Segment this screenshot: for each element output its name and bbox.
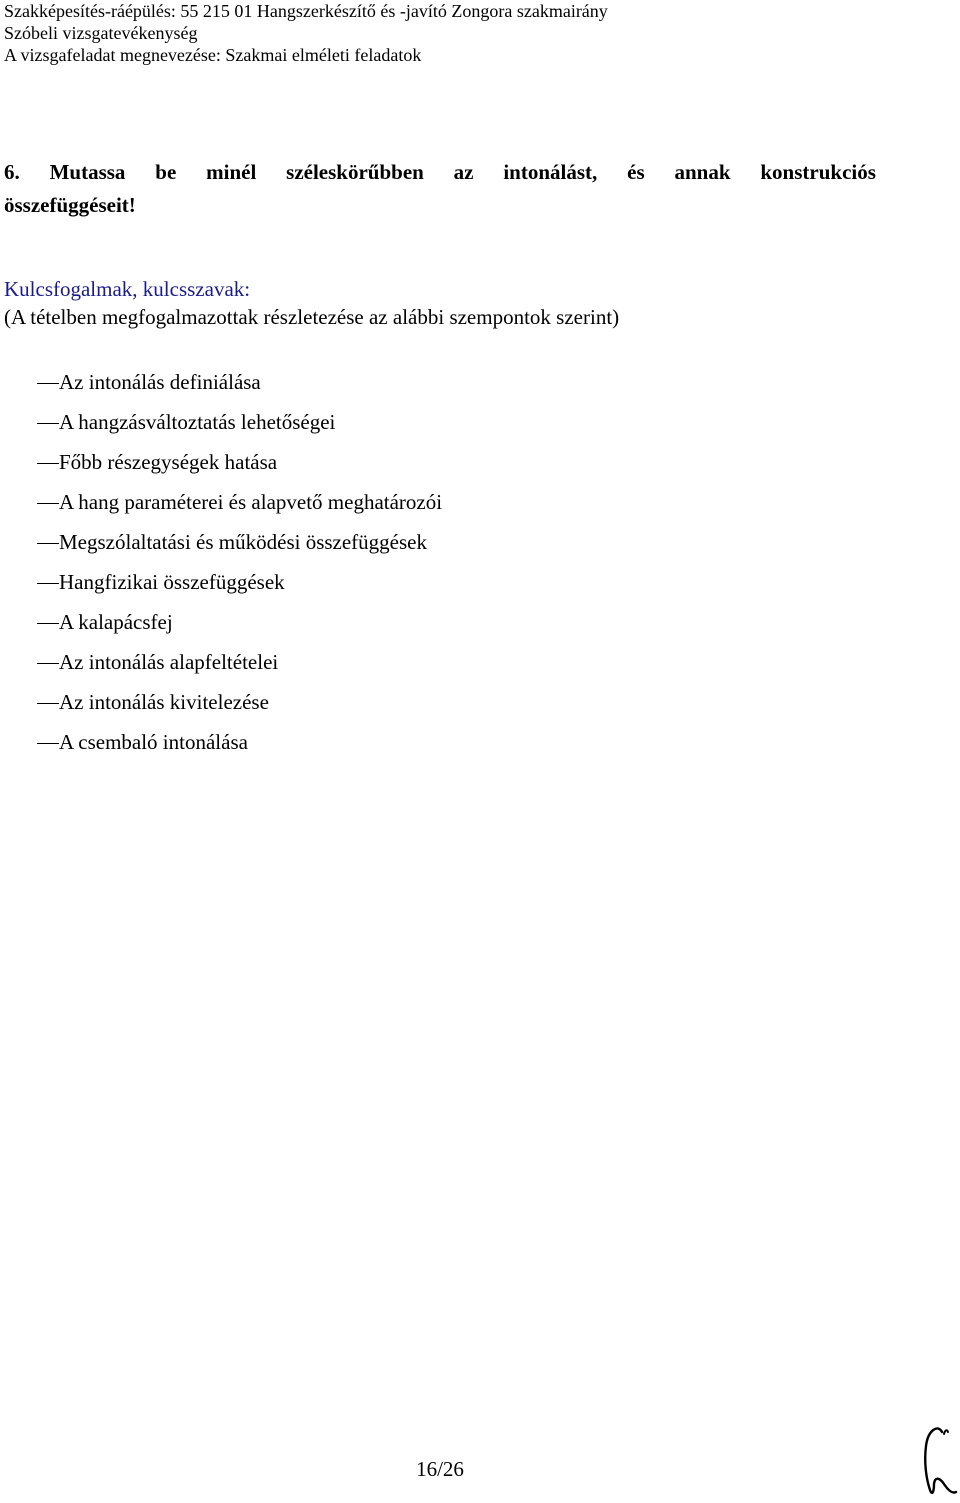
keywords-section	[4, 275, 904, 331]
question-word: konstrukciós	[760, 160, 876, 184]
question-word: 6.	[4, 160, 20, 184]
dash-bullet-icon	[37, 623, 59, 624]
dash-bullet-icon	[37, 543, 59, 544]
page-number: 16/26	[416, 1457, 464, 1481]
list-item-text: Az intonálás kivitelezése	[59, 690, 269, 714]
question-word: intonálást,	[503, 160, 598, 184]
signature-mark	[918, 1420, 960, 1500]
question-word: és	[627, 160, 645, 184]
question-word: széleskörűbben	[286, 160, 424, 184]
list-item-text: A csembaló intonálása	[59, 730, 248, 754]
list-item-text: Hangfizikai összefüggések	[59, 570, 285, 594]
question-word: minél	[206, 160, 257, 184]
question-word: az	[453, 160, 474, 184]
question-word: Mutassa	[49, 160, 126, 184]
list-item	[10, 448, 910, 488]
list-item	[10, 368, 910, 408]
dash-bullet-icon	[37, 383, 59, 384]
header-qualification: Szakképesítés-ráépülés: 55 215 01 Hangszerkészítő és -javító Zongora szakmairány	[4, 1, 608, 21]
list-item-text: Megszólaltatási és működési összefüggések	[59, 530, 427, 554]
dash-bullet-icon	[37, 663, 59, 664]
list-item-text: A kalapácsfej	[59, 610, 173, 634]
question-heading	[4, 158, 876, 219]
dash-bullet-icon	[37, 583, 59, 584]
list-item	[10, 408, 910, 448]
question-line-2: összefüggéseit!	[4, 193, 136, 217]
list-item-text: Az intonálás definiálása	[59, 370, 261, 394]
keyword-list	[10, 368, 910, 768]
dash-bullet-icon	[37, 463, 59, 464]
question-word: annak	[674, 160, 731, 184]
list-item-text: A hangzásváltoztatás lehetőségei	[59, 410, 336, 434]
list-item	[10, 648, 910, 688]
list-item-text: Főbb részegységek hatása	[59, 450, 278, 474]
list-item	[10, 688, 910, 728]
list-item-text: A hang paraméterei és alapvető meghatározói	[59, 490, 443, 514]
list-item	[10, 568, 910, 608]
question-word: be	[155, 160, 177, 184]
dash-bullet-icon	[37, 703, 59, 704]
document-header	[4, 0, 944, 66]
keywords-subtitle: (A tételben megfogalmazottak részletezése az alábbi szempontok szerint)	[4, 305, 620, 329]
list-item	[10, 488, 910, 528]
dash-bullet-icon	[37, 503, 59, 504]
header-task-name: A vizsgafeladat megnevezése: Szakmai elméleti feladatok	[4, 45, 422, 65]
question-line-1	[4, 158, 876, 186]
list-item-text: Az intonálás alapfeltételei	[59, 650, 279, 674]
list-item	[10, 608, 910, 648]
keywords-title: Kulcsfogalmak, kulcsszavak:	[4, 277, 251, 301]
dash-bullet-icon	[37, 423, 59, 424]
dash-bullet-icon	[37, 743, 59, 744]
header-exam-type: Szóbeli vizsgatevékenység	[4, 23, 198, 43]
list-item	[10, 728, 910, 768]
list-item	[10, 528, 910, 568]
